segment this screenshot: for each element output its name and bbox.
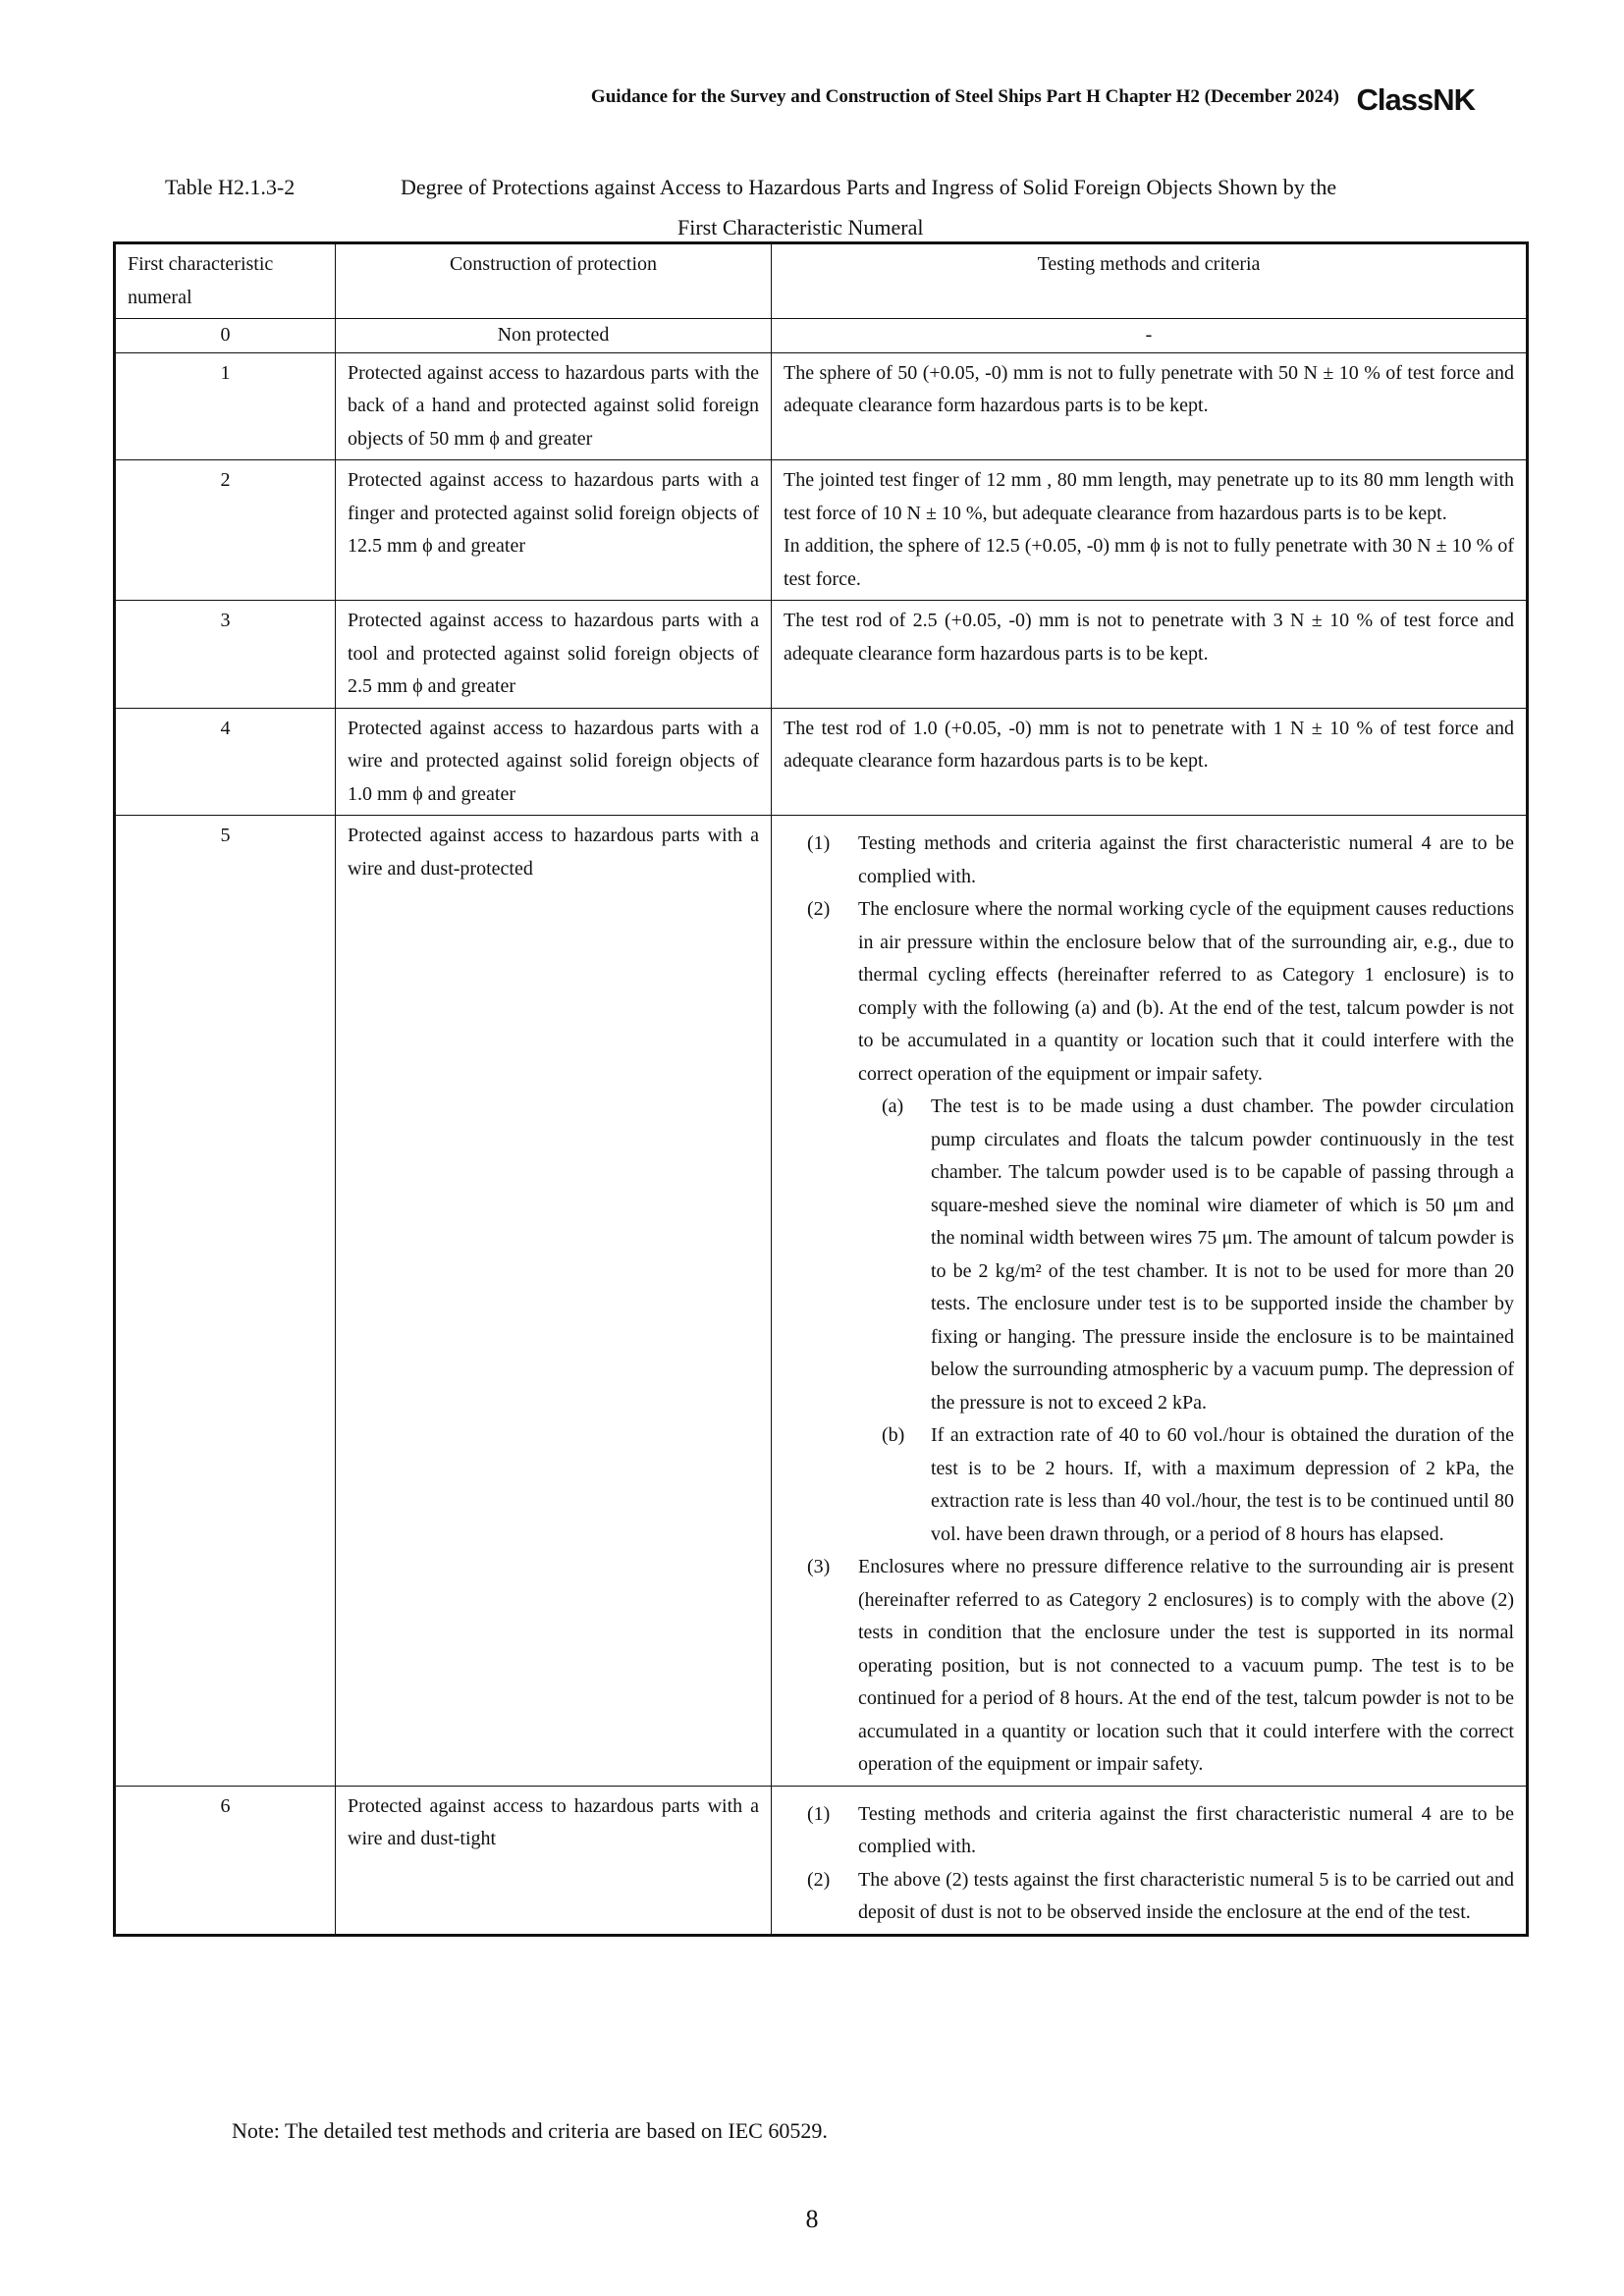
construction-cell: Protected against access to hazardous parts with a wire and dust-tight (336, 1786, 772, 1935)
sub-item-label: (b) (882, 1424, 905, 1446)
protection-degree-table (113, 241, 1529, 1937)
sub-item-text: The test is to be made using a dust chamber. The powder circulation pump circulates and floats the talcum powder continuously in the test chamber. The talcum powder used is to be capable of passing through a square-meshed sieve the nominal wire diameter of which is 50 μm and the nominal width between wires 75 μm. The amount of talcum powder is to be 2 kg/m² of the test chamber. It is not to be used for more than 20 tests. The enclosure under test is to be supported inside the chamber by fixing or hanging. The pressure inside the enclosure is to be maintained below the surrounding atmospheric by a vacuum pump. The depression of the pressure is not to exceed 2 kPa. (931, 1095, 1514, 1414)
table-row (115, 352, 1528, 460)
classnk-logo: ClassNK (1356, 82, 1475, 117)
testing-text-extra: In addition, the sphere of 12.5 (+0.05, -0) mm ϕ is not to fully penetrate with 30 N ± 10 % of test force. (784, 535, 1514, 590)
sub-item-label: (a) (882, 1095, 904, 1117)
numeral-cell: 4 (115, 708, 336, 816)
list-item (784, 1551, 1514, 1782)
testing-cell (772, 816, 1528, 1787)
numeral-cell: 1 (115, 352, 336, 460)
numeral-cell: 6 (115, 1786, 336, 1935)
item-label: (3) (807, 1556, 831, 1577)
table-title-line1: Degree of Protections against Access to Hazardous Parts and Ingress of Solid Foreign Objects Shown by the (401, 175, 1337, 199)
construction-cell: Protected against access to hazardous parts with a finger and protected against solid foreign objects of 12.5 mm ϕ and greater (336, 460, 772, 601)
table-row (115, 319, 1528, 353)
header-construction: Construction of protection (336, 243, 772, 319)
item-text: Enclosures where no pressure difference relative to the surrounding air is present (hereinafter referred to as Category 2 enclosures) is to comply with the above (2) tests in condition that the enclosure under the test is supported in its normal operating position, but is not connected to a vacuum pump. The test is to be continued for a period of 8 hours. At the end of the test, talcum powder is not to be accumulated in a quantity or location such that it could interfere with the correct operation of the equipment or impair safety. (858, 1556, 1514, 1775)
table-row (115, 601, 1528, 709)
testing-cell: The sphere of 50 (+0.05, -0) mm is not to fully penetrate with 50 N ± 10 % of test force and adequate clearance form hazardous parts is to be kept. (772, 352, 1528, 460)
header-first-numeral: First characteristic numeral (115, 243, 336, 319)
item-label: (2) (807, 1868, 831, 1891)
construction-cell: Protected against access to hazardous parts with a wire and protected against solid foreign objects of 1.0 mm ϕ and greater (336, 708, 772, 816)
construction-cell: Protected against access to hazardous parts with a tool and protected against solid foreign objects of 2.5 mm ϕ and greater (336, 601, 772, 709)
header-testing: Testing methods and criteria (772, 243, 1528, 319)
item-label: (1) (807, 832, 831, 854)
table-header-row (115, 243, 1528, 319)
testing-text: The jointed test finger of 12 mm , 80 mm length, may penetrate up to its 80 mm length with test force of 10 N ± 10 %, but adequate clearance from hazardous parts is to be kept. (784, 469, 1514, 524)
numeral-cell: 3 (115, 601, 336, 709)
testing-cell: The test rod of 2.5 (+0.05, -0) mm is not to penetrate with 3 N ± 10 % of test force and adequate clearance form hazardous parts is to be kept. (772, 601, 1528, 709)
item-label: (1) (807, 1802, 831, 1825)
numeral-cell: 0 (115, 319, 336, 353)
testing-cell (772, 460, 1528, 601)
numeral-cell: 2 (115, 460, 336, 601)
table-id: Table H2.1.3-2 (165, 175, 296, 199)
item-text: The enclosure where the normal working cycle of the equipment causes reductions in air pressure within the enclosure below that of the surrounding air, e.g., due to thermal cycling effects (hereinafter referred to as Category 1 enclosure) is to comply with the following (a) and (b). At the end of the test, talcum powder is not to be accumulated in a quantity or location such that it could interfere with the correct operation of the equipment or impair safety. (858, 898, 1514, 1085)
table-row (115, 708, 1528, 816)
sub-item (858, 1091, 1514, 1419)
list-item (784, 1798, 1514, 1864)
table-row (115, 816, 1528, 1787)
testing-cell (772, 1786, 1528, 1935)
testing-cell: - (772, 319, 1528, 353)
sub-item (858, 1419, 1514, 1551)
table-title-line2: First Characteristic Numeral (677, 215, 924, 240)
construction-cell: Protected against access to hazardous parts with the back of a hand and protected against solid foreign objects of 50 mm ϕ and greater (336, 352, 772, 460)
item-text: Testing methods and criteria against the first characteristic numeral 4 are to be complied with. (858, 1802, 1514, 1857)
table-note: Note: The detailed test methods and criteria are based on IEC 60529. (232, 2118, 828, 2143)
construction-cell: Non protected (336, 319, 772, 353)
table-row (115, 460, 1528, 601)
list-item (784, 893, 1514, 1551)
page-header (0, 82, 1624, 122)
list-item (784, 1864, 1514, 1930)
table-row (115, 1786, 1528, 1935)
list-item (784, 828, 1514, 893)
numeral-cell: 5 (115, 816, 336, 1787)
item-text: The above (2) tests against the first characteristic numeral 5 is to be carried out and deposit of dust is not to be observed inside the enclosure at the end of the test. (858, 1868, 1514, 1923)
page-number: 8 (805, 2205, 819, 2233)
testing-cell: The test rod of 1.0 (+0.05, -0) mm is not to penetrate with 1 N ± 10 % of test force and adequate clearance form hazardous parts is to be kept. (772, 708, 1528, 816)
construction-cell: Protected against access to hazardous parts with a wire and dust-protected (336, 816, 772, 1787)
sub-item-text: If an extraction rate of 40 to 60 vol./hour is obtained the duration of the test is to be 2 hours. If, with a maximum depression of 2 kPa, the extraction rate is less than 40 vol./hour, the test is to be continued until 80 vol. have been drawn through, or a period of 8 hours has elapsed. (931, 1424, 1514, 1545)
item-text: Testing methods and criteria against the first characteristic numeral 4 are to be complied with. (858, 832, 1514, 887)
header-title: Guidance for the Survey and Construction of Steel Ships Part H Chapter H2 (December 2024) (590, 86, 1339, 107)
item-label: (2) (807, 898, 831, 920)
